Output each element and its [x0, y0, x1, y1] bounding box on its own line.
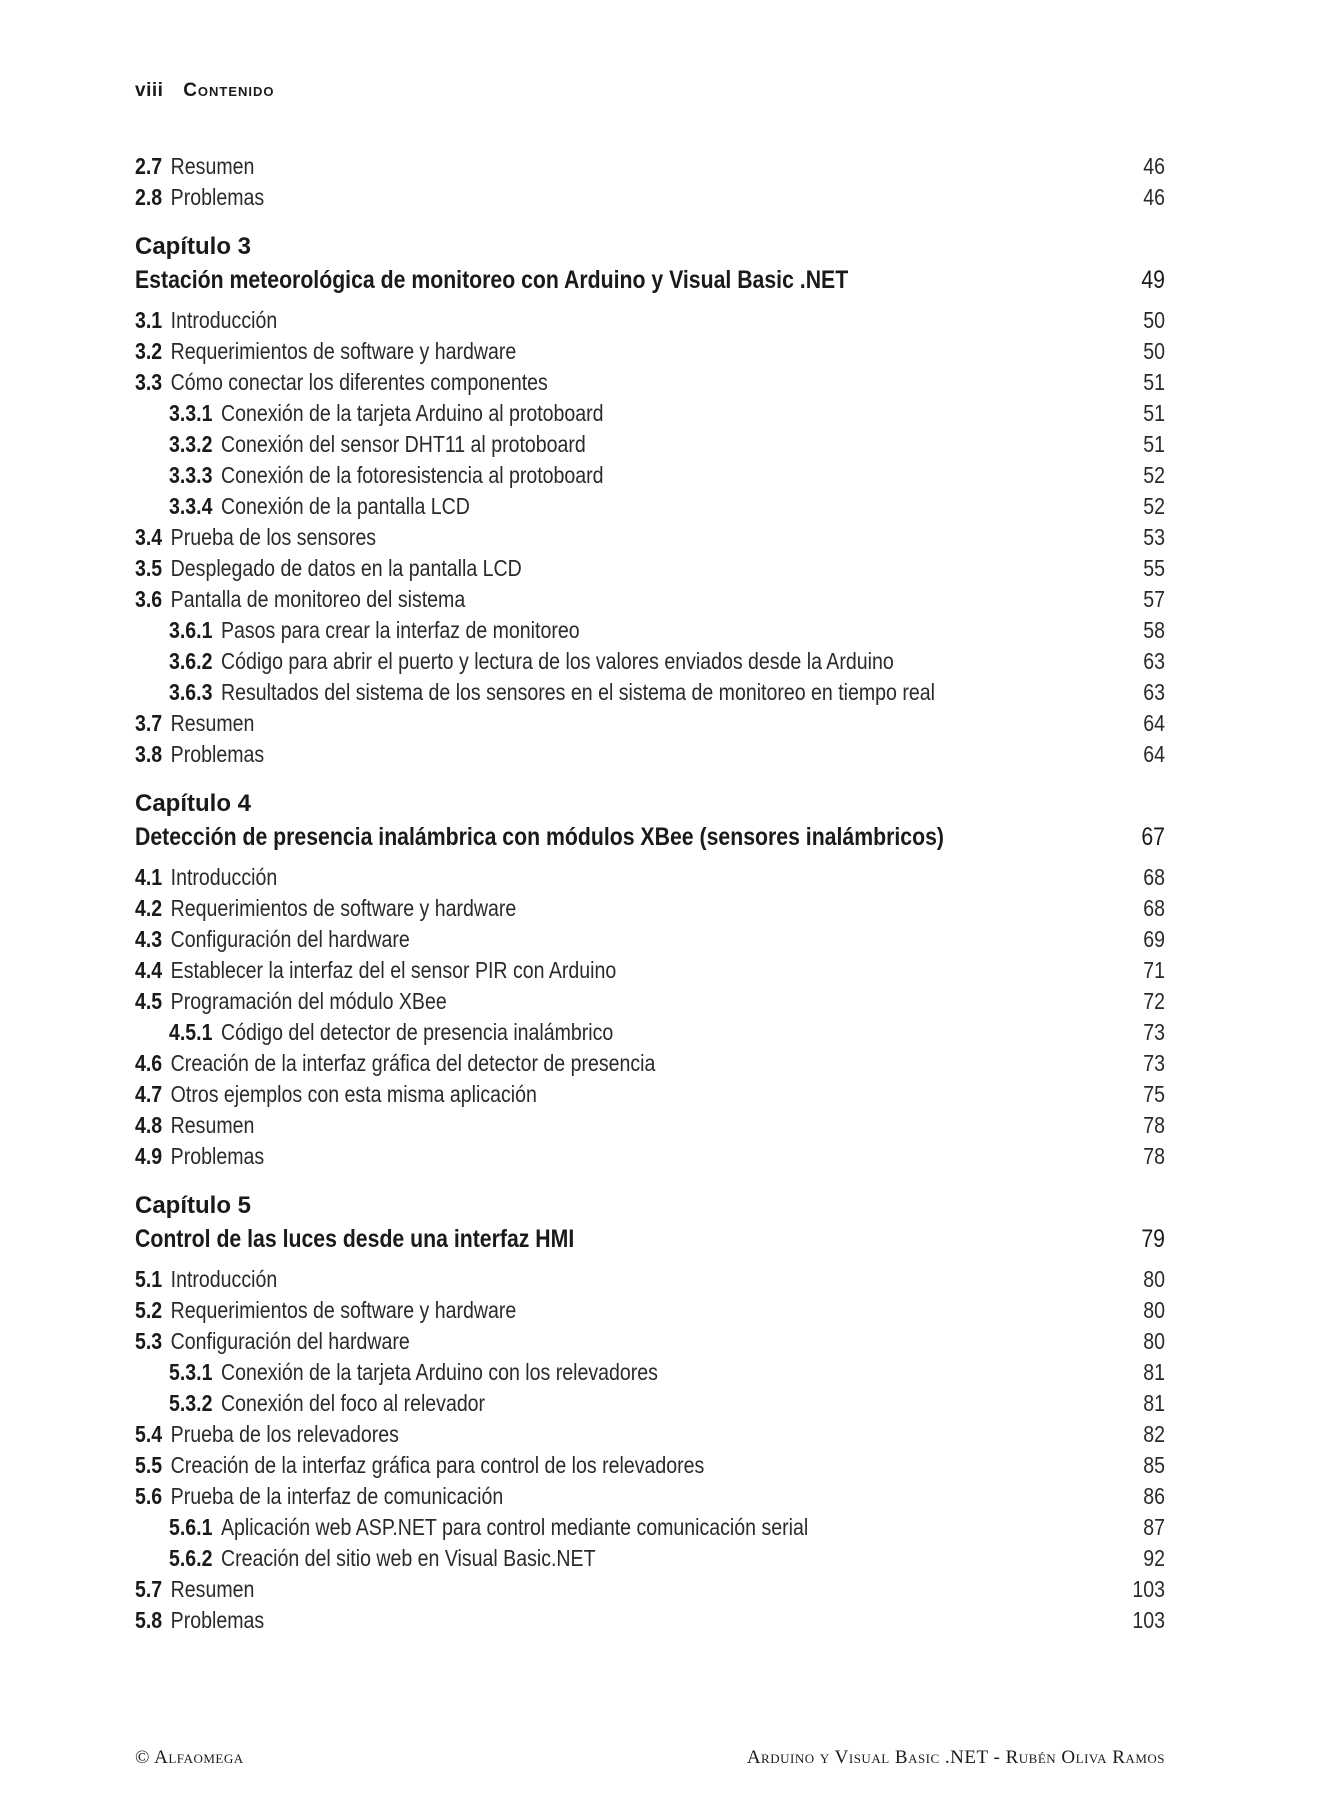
section-number: 3.6.3 [169, 679, 213, 705]
section-title: Programación del módulo XBee [170, 988, 447, 1014]
section-number: 5.6.1 [169, 1514, 213, 1540]
section-title: Resumen [170, 710, 255, 736]
section-title: Prueba de los sensores [170, 524, 377, 550]
toc-section-row[interactable] [135, 864, 1165, 895]
page-number: 72 [1143, 988, 1165, 1014]
toc-entry-label [135, 1112, 960, 1139]
toc-section-row[interactable] [135, 153, 1165, 184]
section-title: Pasos para crear la interfaz de monitoreo [220, 617, 580, 643]
section-number: 3.3.1 [169, 400, 213, 426]
section-title: Otros ejemplos con esta misma aplicación [170, 1081, 537, 1107]
section-title: Conexión de la tarjeta Arduino al protoboard [220, 400, 604, 426]
page-number: 63 [1143, 679, 1165, 705]
section-number: 3.3 [135, 369, 163, 395]
section-title: Prueba de los relevadores [170, 1421, 399, 1447]
toc-section-row[interactable] [135, 1607, 1165, 1638]
section-number: 5.6.2 [169, 1545, 213, 1571]
section-number: 5.4 [135, 1421, 163, 1447]
toc-subsection-row[interactable] [135, 400, 1165, 431]
toc-section-row[interactable] [135, 555, 1165, 586]
toc-subsection-row[interactable] [135, 1359, 1165, 1390]
section-title: Creación de la interfaz gráfica del detector de presencia [170, 1050, 656, 1076]
page-number: 46 [1143, 184, 1165, 210]
section-number: 3.3.3 [169, 462, 213, 488]
toc-entry-label [135, 741, 960, 768]
section-title: Requerimientos de software y hardware [170, 1297, 517, 1323]
section-number: 2.7 [135, 153, 163, 179]
section-title: Conexión de la fotoresistencia al protoboard [220, 462, 604, 488]
page-number: 80 [1143, 1266, 1165, 1292]
section-number: 4.5 [135, 988, 163, 1014]
toc-section-row[interactable] [135, 741, 1165, 772]
page-number: 51 [1143, 369, 1165, 395]
section-title: Resultados del sistema de los sensores en el sistema de monitoreo en tiempo real [220, 679, 935, 705]
section-title: Introducción [170, 307, 278, 333]
section-title: Cómo conectar los diferentes componentes [170, 369, 548, 395]
toc-entry-label [135, 462, 960, 489]
toc-entry-label [135, 400, 960, 427]
page-number: 50 [1143, 307, 1165, 333]
toc-entry-label [135, 988, 960, 1015]
toc-entry-label [135, 1452, 960, 1479]
section-title: Prueba de la interfaz de comunicación [170, 1483, 504, 1509]
section-number: 4.1 [135, 864, 163, 890]
toc-subsection-row[interactable] [135, 493, 1165, 524]
page-number: 86 [1143, 1483, 1165, 1509]
toc-section-row[interactable] [135, 1112, 1165, 1143]
chapter-label: Capítulo 5 [135, 1192, 252, 1219]
section-title: Resumen [170, 153, 255, 179]
section-number: 2.8 [135, 184, 163, 210]
page-number: 81 [1143, 1390, 1165, 1416]
section-title: Problemas [170, 741, 265, 767]
section-title: Configuración del hardware [170, 926, 410, 952]
chapter-title: Detección de presencia inalámbrica con módulos XBee (sensores inalámbricos) [135, 823, 944, 851]
section-title: Código del detector de presencia inalámbrico [220, 1019, 614, 1045]
section-number: 4.6 [135, 1050, 163, 1076]
toc-section-row[interactable] [135, 1050, 1165, 1081]
page-number: 78 [1143, 1143, 1165, 1169]
section-number: 3.6 [135, 586, 163, 612]
section-number: 3.8 [135, 741, 163, 767]
toc-section-row[interactable] [135, 926, 1165, 957]
section-title: Creación de la interfaz gráfica para control de los relevadores [170, 1452, 705, 1478]
section-number: 5.2 [135, 1297, 163, 1323]
running-title: Contenido [183, 80, 275, 101]
section-title: Conexión de la pantalla LCD [220, 493, 470, 519]
toc-entry-label [135, 1359, 960, 1386]
page-number: 64 [1143, 710, 1165, 736]
section-number: 5.3.2 [169, 1390, 213, 1416]
page-number: 64 [1143, 741, 1165, 767]
toc-section-row[interactable] [135, 307, 1165, 338]
toc-section-row[interactable] [135, 957, 1165, 988]
toc-section-row[interactable] [135, 338, 1165, 369]
toc-entry-label [135, 153, 960, 180]
toc-entry-label [135, 957, 960, 984]
chapter-title: Estación meteorológica de monitoreo con Arduino y Visual Basic .NET [135, 266, 849, 294]
page-number: 73 [1143, 1019, 1165, 1045]
page-number: 57 [1143, 586, 1165, 612]
page-number: 50 [1143, 338, 1165, 364]
page-number: 87 [1143, 1514, 1165, 1540]
section-number: 4.4 [135, 957, 163, 983]
toc-section-row[interactable] [135, 1576, 1165, 1607]
toc-section-row[interactable] [135, 1297, 1165, 1328]
page-number: 69 [1143, 926, 1165, 952]
section-number: 4.9 [135, 1143, 163, 1169]
page-number: 53 [1143, 524, 1165, 550]
toc-section-row[interactable] [135, 988, 1165, 1019]
toc-entry-label [135, 1266, 960, 1293]
toc-section-row[interactable] [135, 710, 1165, 741]
section-title: Establecer la interfaz del el sensor PIR con Arduino [170, 957, 617, 983]
chapter-heading [135, 1192, 1165, 1261]
section-number: 5.5 [135, 1452, 163, 1478]
page-number: 71 [1143, 957, 1165, 983]
toc-section-row[interactable] [135, 184, 1165, 215]
chapter-page-number: 79 [1141, 1225, 1165, 1253]
toc-section-row[interactable] [135, 1483, 1165, 1514]
section-number: 4.5.1 [169, 1019, 213, 1045]
chapter-page-number: 67 [1141, 823, 1165, 851]
chapter-label: Capítulo 3 [135, 233, 252, 260]
toc-entry-label [135, 307, 960, 334]
toc-subsection-row[interactable] [135, 1514, 1165, 1545]
toc-subsection-row[interactable] [135, 1545, 1165, 1576]
page-folio: viii [135, 80, 164, 101]
toc-subsection-row[interactable] [135, 1019, 1165, 1050]
toc-entry-label [135, 1421, 960, 1448]
section-title: Problemas [170, 184, 265, 210]
chapter-title-row[interactable] [135, 823, 1165, 859]
toc-section-row[interactable] [135, 895, 1165, 926]
section-title: Configuración del hardware [170, 1328, 410, 1354]
chapter-heading [135, 790, 1165, 859]
toc-entry-label [135, 1483, 960, 1510]
page-number: 55 [1143, 555, 1165, 581]
toc-subsection-row[interactable] [135, 431, 1165, 462]
toc-section-row[interactable] [135, 369, 1165, 400]
page-number: 51 [1143, 431, 1165, 457]
toc-section-row[interactable] [135, 1081, 1165, 1112]
page-number: 92 [1143, 1545, 1165, 1571]
section-title: Código para abrir el puerto y lectura de los valores enviados desde la Arduino [220, 648, 894, 674]
page-number: 68 [1143, 864, 1165, 890]
page-number: 68 [1143, 895, 1165, 921]
toc-entry-label [135, 555, 960, 582]
toc-section-row[interactable] [135, 586, 1165, 617]
toc-entry-label [135, 524, 960, 551]
toc-section-row[interactable] [135, 1266, 1165, 1297]
page-number: 103 [1132, 1576, 1165, 1602]
page-number: 75 [1143, 1081, 1165, 1107]
toc-section-row[interactable] [135, 1143, 1165, 1174]
toc-entry-label [135, 1328, 960, 1355]
section-number: 5.7 [135, 1576, 163, 1602]
toc-entry-label [135, 369, 960, 396]
footer-publisher: © Alfaomega [135, 1747, 244, 1768]
page-number: 52 [1143, 462, 1165, 488]
toc-subsection-row[interactable] [135, 1390, 1165, 1421]
section-title: Conexión del sensor DHT11 al protoboard [220, 431, 586, 457]
section-number: 4.7 [135, 1081, 163, 1107]
section-number: 3.1 [135, 307, 163, 333]
section-number: 4.2 [135, 895, 163, 921]
page-footer [135, 1747, 1165, 1769]
section-title: Resumen [170, 1112, 255, 1138]
toc-entry-label [135, 184, 960, 211]
toc-entry-label [135, 679, 960, 706]
toc-entry-label [135, 864, 960, 891]
section-number: 5.3.1 [169, 1359, 213, 1385]
section-title: Resumen [170, 1576, 255, 1602]
toc-section-row[interactable] [135, 524, 1165, 555]
toc-entry-label [135, 1050, 960, 1077]
chapter-title-row[interactable] [135, 266, 1165, 302]
chapter-page-number: 49 [1141, 266, 1165, 294]
section-number: 3.4 [135, 524, 163, 550]
section-number: 3.6.1 [169, 617, 213, 643]
section-number: 5.3 [135, 1328, 163, 1354]
toc-entry-label [135, 1607, 960, 1634]
page-number: 80 [1143, 1297, 1165, 1323]
section-number: 5.1 [135, 1266, 163, 1292]
toc-entry-label [135, 648, 960, 675]
toc-entry-label [135, 431, 960, 458]
toc-entry-label [135, 1545, 960, 1572]
toc-subsection-row[interactable] [135, 462, 1165, 493]
section-number: 4.8 [135, 1112, 163, 1138]
section-number: 3.6.2 [169, 648, 213, 674]
toc-entry-label [135, 493, 960, 520]
section-number: 5.6 [135, 1483, 163, 1509]
toc-subsection-row[interactable] [135, 679, 1165, 710]
section-title: Conexión del foco al relevador [220, 1390, 486, 1416]
section-number: 3.5 [135, 555, 163, 581]
toc-section-row[interactable] [135, 1421, 1165, 1452]
toc-entry-label [135, 338, 960, 365]
section-title: Desplegado de datos en la pantalla LCD [170, 555, 522, 581]
toc-entry-label [135, 1297, 960, 1324]
page-number: 78 [1143, 1112, 1165, 1138]
toc-entry-label [135, 1019, 960, 1046]
page-number: 85 [1143, 1452, 1165, 1478]
section-number: 3.2 [135, 338, 163, 364]
page-number: 52 [1143, 493, 1165, 519]
toc-entry-label [135, 1081, 960, 1108]
section-title: Introducción [170, 864, 278, 890]
toc-entry-label [135, 710, 960, 737]
section-number: 3.7 [135, 710, 163, 736]
page-number: 82 [1143, 1421, 1165, 1447]
toc-entry-label [135, 617, 960, 644]
toc-section-row[interactable] [135, 1328, 1165, 1359]
section-title: Creación del sitio web en Visual Basic.NET [220, 1545, 596, 1571]
table-of-contents [135, 153, 1165, 1638]
toc-entry-label [135, 926, 960, 953]
section-title: Problemas [170, 1143, 265, 1169]
toc-section-row[interactable] [135, 1452, 1165, 1483]
chapter-title-row[interactable] [135, 1225, 1165, 1261]
footer-book-title: Arduino y Visual Basic .NET - Rubén Oliva Ramos [746, 1747, 1165, 1768]
section-number: 4.3 [135, 926, 163, 952]
toc-subsection-row[interactable] [135, 648, 1165, 679]
section-title: Aplicación web ASP.NET para control mediante comunicación serial [220, 1514, 809, 1540]
toc-entry-label [135, 1514, 960, 1541]
page-number: 51 [1143, 400, 1165, 426]
page-number: 103 [1132, 1607, 1165, 1633]
section-title: Conexión de la tarjeta Arduino con los relevadores [220, 1359, 658, 1385]
toc-entry-label [135, 1143, 960, 1170]
page-number: 46 [1143, 153, 1165, 179]
section-title: Introducción [170, 1266, 278, 1292]
page-number: 73 [1143, 1050, 1165, 1076]
section-number: 3.3.4 [169, 493, 213, 519]
section-number: 5.8 [135, 1607, 163, 1633]
toc-entry-label [135, 586, 960, 613]
toc-subsection-row[interactable] [135, 617, 1165, 648]
running-header [135, 80, 275, 102]
toc-entry-label [135, 1576, 960, 1603]
chapter-heading [135, 233, 1165, 302]
toc-entry-label [135, 895, 960, 922]
page-number: 58 [1143, 617, 1165, 643]
section-title: Problemas [170, 1607, 265, 1633]
chapter-label: Capítulo 4 [135, 790, 252, 817]
page-number: 81 [1143, 1359, 1165, 1385]
chapter-title: Control de las luces desde una interfaz HMI [135, 1225, 575, 1253]
toc-entry-label [135, 1390, 960, 1417]
page-number: 63 [1143, 648, 1165, 674]
section-number: 3.3.2 [169, 431, 213, 457]
section-title: Requerimientos de software y hardware [170, 895, 517, 921]
page-number: 80 [1143, 1328, 1165, 1354]
section-title: Requerimientos de software y hardware [170, 338, 517, 364]
section-title: Pantalla de monitoreo del sistema [170, 586, 466, 612]
